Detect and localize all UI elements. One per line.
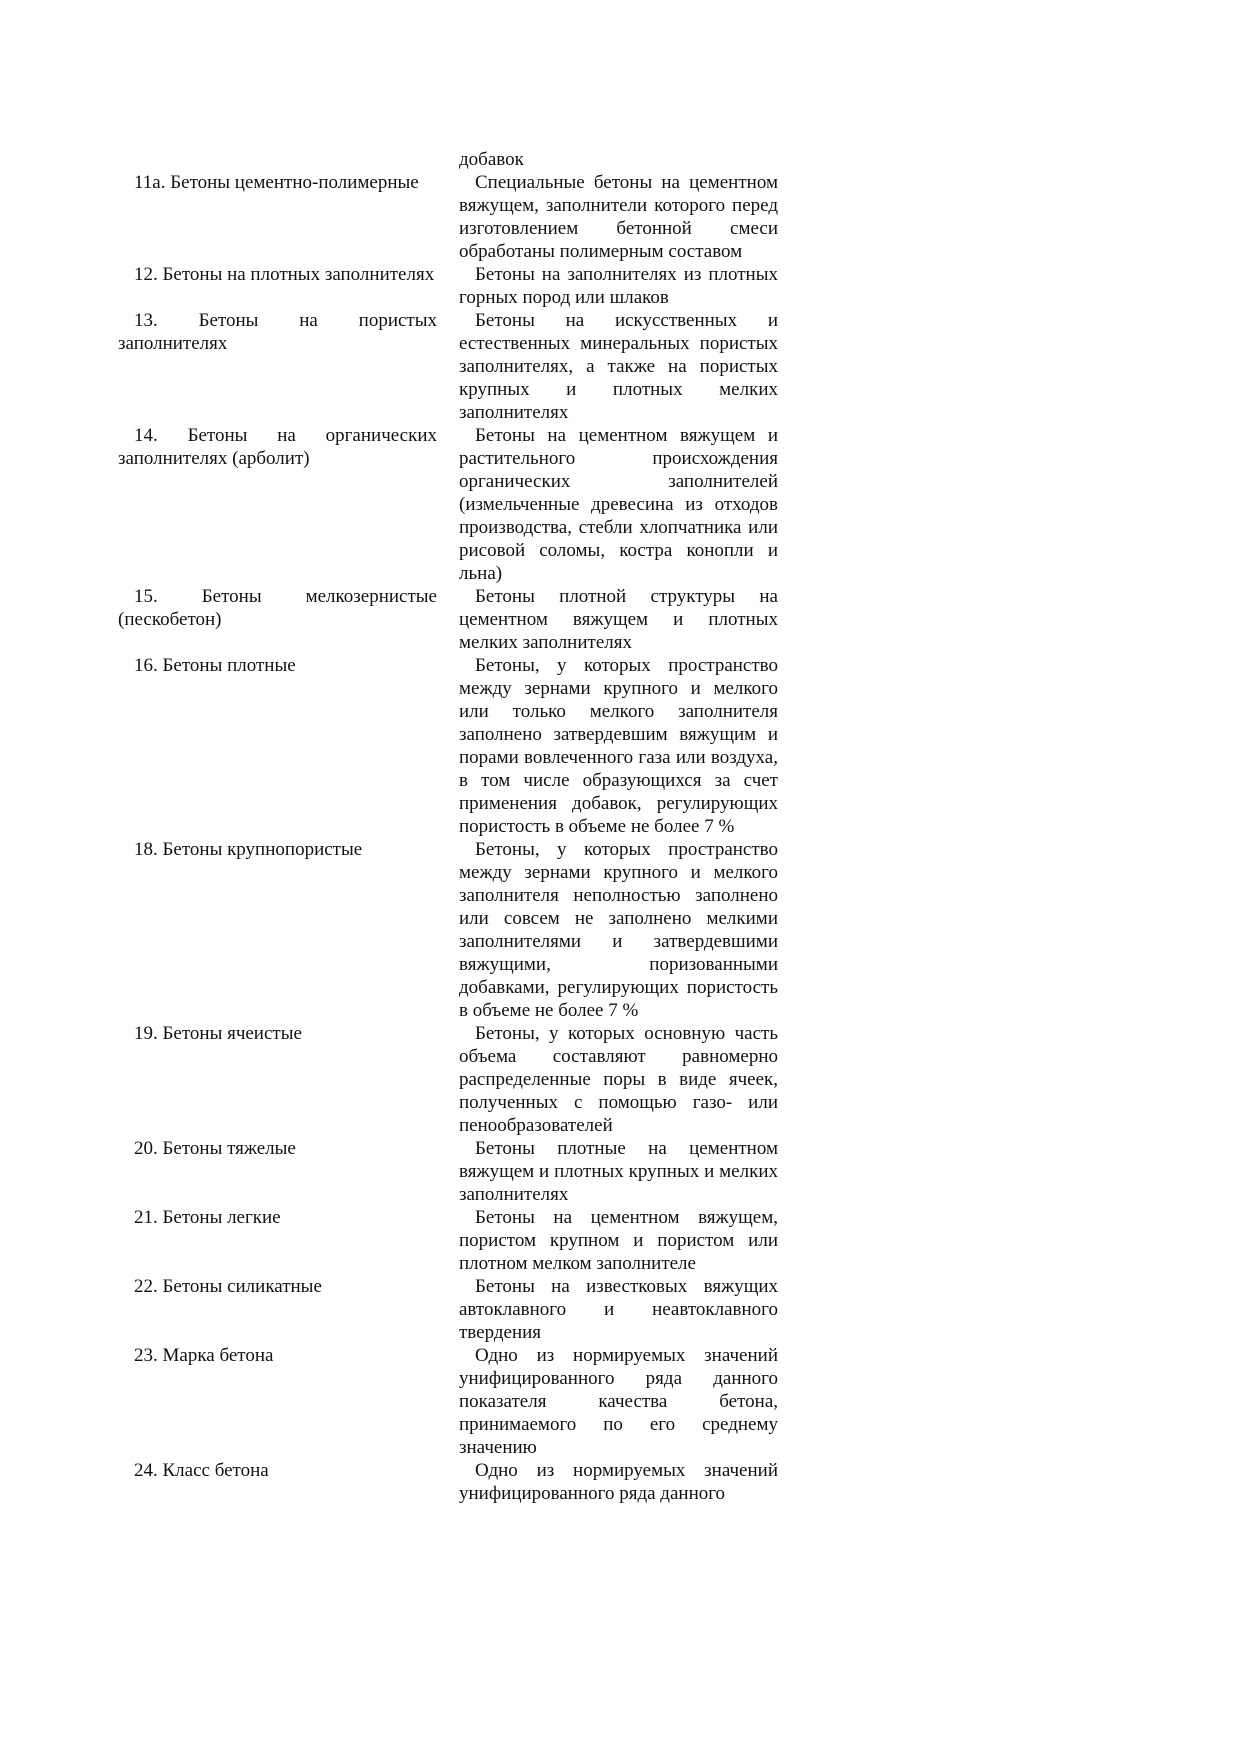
column-gap	[437, 1344, 459, 1459]
term-row	[118, 1022, 778, 1137]
term-definition: Одно из нормируемых значений унифицированного ряда данного	[459, 1460, 778, 1504]
term-definition: Бетоны на цементном вяжущем и растительного происхождения органических заполнителей (измельченные древесина из отходов производства, стебли хлопчатника или рисовой соломы, костра конопли и льна)	[459, 425, 778, 584]
term-row	[118, 838, 778, 1022]
term-row	[118, 1459, 778, 1505]
column-gap	[437, 654, 459, 838]
term-definition: Бетоны на заполнителях из плотных горных пород или шлаков	[459, 264, 778, 308]
term-definition: Бетоны на цементном вяжущем, пористом крупном и пористом или плотном мелком заполнителе	[459, 1207, 778, 1274]
column-gap	[437, 148, 459, 171]
term-name: 14. Бетоны на органических заполнителях (арболит)	[118, 425, 437, 469]
continuation-row	[118, 148, 778, 171]
continuation-text: добавок	[459, 149, 524, 170]
column-gap	[437, 585, 459, 654]
term-row	[118, 1275, 778, 1344]
term-name: 21. Бетоны легкие	[134, 1207, 281, 1228]
term-name: 19. Бетоны ячеистые	[134, 1023, 302, 1044]
term-definition: Бетоны плотные на цементном вяжущем и плотных крупных и мелких заполнителях	[459, 1138, 778, 1205]
term-definition: Бетоны на известковых вяжущих автоклавного и неавтоклавного твердения	[459, 1276, 778, 1343]
column-gap	[437, 1459, 459, 1505]
terms-table-body	[118, 148, 778, 1505]
term-name: 20. Бетоны тяжелые	[134, 1138, 296, 1159]
column-gap	[437, 1206, 459, 1275]
term-row	[118, 585, 778, 654]
column-gap	[437, 1137, 459, 1206]
term-name: 15. Бетоны мелкозернистые (пескобетон)	[118, 586, 437, 630]
term-name: 16. Бетоны плотные	[134, 655, 296, 676]
term-name: 12. Бетоны на плотных заполнителях	[134, 264, 435, 285]
term-row	[118, 263, 778, 309]
term-definition: Бетоны плотной структуры на цементном вяжущем и плотных мелких заполнителях	[459, 586, 778, 653]
terms-table	[118, 148, 778, 1505]
column-gap	[437, 1275, 459, 1344]
term-name: 13. Бетоны на пористых заполнителях	[118, 310, 437, 354]
term-name: 18. Бетоны крупнопористые	[134, 839, 363, 860]
column-gap	[437, 171, 459, 263]
term-name: 22. Бетоны силикатные	[134, 1276, 322, 1297]
term-row	[118, 171, 778, 263]
term-name: 24. Класс бетона	[134, 1460, 269, 1481]
term-row	[118, 1137, 778, 1206]
continuation-term-cell	[118, 148, 437, 171]
term-row	[118, 654, 778, 838]
column-gap	[437, 309, 459, 424]
term-definition: Бетоны, у которых пространство между зернами крупного и мелкого или только мелкого заполнителя заполнено затвердевшим вяжущим и порами вовлеченного газа или воздуха, в том числе образующихся за счет применения добавок, регулирующих пористость в объеме не более 7 %	[459, 655, 778, 837]
term-definition: Бетоны, у которых пространство между зернами крупного и мелкого заполнителя неполностью заполнено или совсем не заполнено мелкими заполнителями и затвердевшими вяжущими, поризованными добавками, регулирующих пористость в объеме не более 7 %	[459, 839, 778, 1021]
term-row	[118, 1344, 778, 1459]
term-definition: Бетоны, у которых основную часть объема составляют равномерно распределенные поры в виде ячеек, полученных с помощью газо- или пенообразователей	[459, 1023, 778, 1136]
term-row	[118, 424, 778, 585]
column-gap	[437, 424, 459, 585]
term-definition: Одно из нормируемых значений унифицированного ряда данного показателя качества бетона, принимаемого по его среднему значению	[459, 1345, 778, 1458]
term-row	[118, 1206, 778, 1275]
term-name: 23. Марка бетона	[134, 1345, 274, 1366]
term-definition: Специальные бетоны на цементном вяжущем, заполнители которого перед изготовлением бетонной смеси обработаны полимерным составом	[459, 172, 778, 262]
column-gap	[437, 1022, 459, 1137]
term-name: 11а. Бетоны цементно-полимерные	[134, 172, 419, 193]
column-gap	[437, 263, 459, 309]
term-row	[118, 309, 778, 424]
column-gap	[437, 838, 459, 1022]
term-definition: Бетоны на искусственных и естественных минеральных пористых заполнителях, а также на пористых крупных и плотных мелких заполнителях	[459, 310, 778, 423]
